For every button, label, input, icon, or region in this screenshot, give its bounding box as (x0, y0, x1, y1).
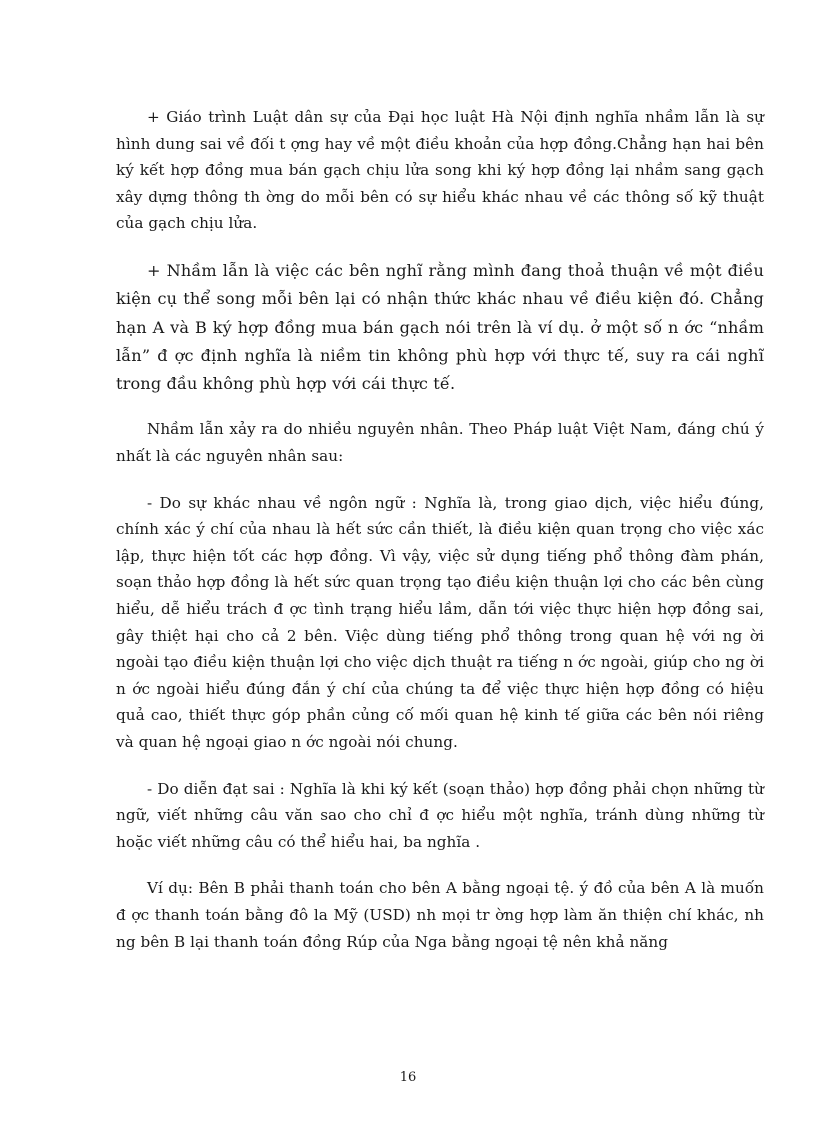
document-body (116, 104, 764, 975)
paragraph-definition-agreement: + Nhầm lẫn là việc các bên nghĩ rằng mình đang thoả thuận về một điều kiện cụ thể song mỗi bên lại có nhận thức khác nhau về điều kiện đó. Chẳng hạn A và B ký hợp đồng mua bán gạch nói trên là ví dụ. ở một số n ớc “nhầm lẫn” đ ợc định nghĩa là niềm tin không phù hợp với thực tế, suy ra cái nghĩ trong đầu không phù hợp với cái thực tế. (116, 260, 764, 394)
paragraph-example: Ví dụ: Bên B phải thanh toán cho bên A bằng ngoại tệ. ý đồ của bên A là muốn đ ợc thanh toán bằng đô la Mỹ (USD) nh mọi tr ờng hợp làm ăn thiện chí khác, nh ng bên B lại thanh toán đồng Rúp của Nga bằng ngoại tệ nên khả năng (116, 879, 764, 951)
page-number: 16 (399, 1070, 417, 1085)
paragraph-wrong-expression: - Do diễn đạt sai : Nghĩa là khi ký kết (soạn thảo) hợp đồng phải chọn những từ ngữ, viết những câu văn sao cho chỉ đ ợc hiểu một nghĩa, tránh dùng những từ hoặc viết những câu có thể hiểu hai, ba nghĩa . (116, 779, 764, 851)
paragraph-definition-textbook: + Giáo trình Luật dân sự của Đại học luật Hà Nội định nghĩa nhầm lẫn là sự hình dung sai về đối t ợng hay về một điều khoản của hợp đồng.Chẳng hạn hai bên ký kết hợp đồng mua bán gạch chịu lửa song khi ký hợp đồng lại nhầm sang gạch xây dựng thông th ờng do mỗi bên có sự hiểu khác nhau về các thông số kỹ thuật của gạch chịu lửa. (116, 108, 764, 233)
paragraph-causes-intro: Nhầm lẫn xảy ra do nhiều nguyên nhân. Theo Pháp luật Việt Nam, đáng chú ý nhất là các nguyên nhân sau: (116, 420, 764, 466)
paragraph-language-difference: - Do sự khác nhau về ngôn ngữ : Nghĩa là, trong giao dịch, việc hiểu đúng, chính xác ý chí của nhau là hết sức cần thiết, là điều kiện quan trọng cho việc xác lập, thực hiện tốt các hợp đồng. Vì vậy, việc sử dụng tiếng phổ thông đàm phán, soạn thảo hợp đồng là hết sức quan trọng tạo điều kiện thuận lợi cho các bên cùng hiểu, dễ hiểu trách đ ợc tình trạng hiểu lầm, dẫn tới việc thực hiện hợp đồng sai, gây thiệt hại cho cả 2 bên. Việc dùng tiếng phổ thông trong quan hệ với ng ời ngoài tạo điều kiện thuận lợi cho việc dịch thuật ra tiếng n ớc ngoài, giúp cho ng ời n ớc ngoài hiểu đúng đắn ý chí của chúng ta để việc thực hiện hợp đồng có hiệu quả cao, thiết thực góp phần củng cố mối quan hệ kinh tế giữa các bên nói riêng và quan hệ ngoại giao n ớc ngoài nói chung. (116, 493, 764, 751)
